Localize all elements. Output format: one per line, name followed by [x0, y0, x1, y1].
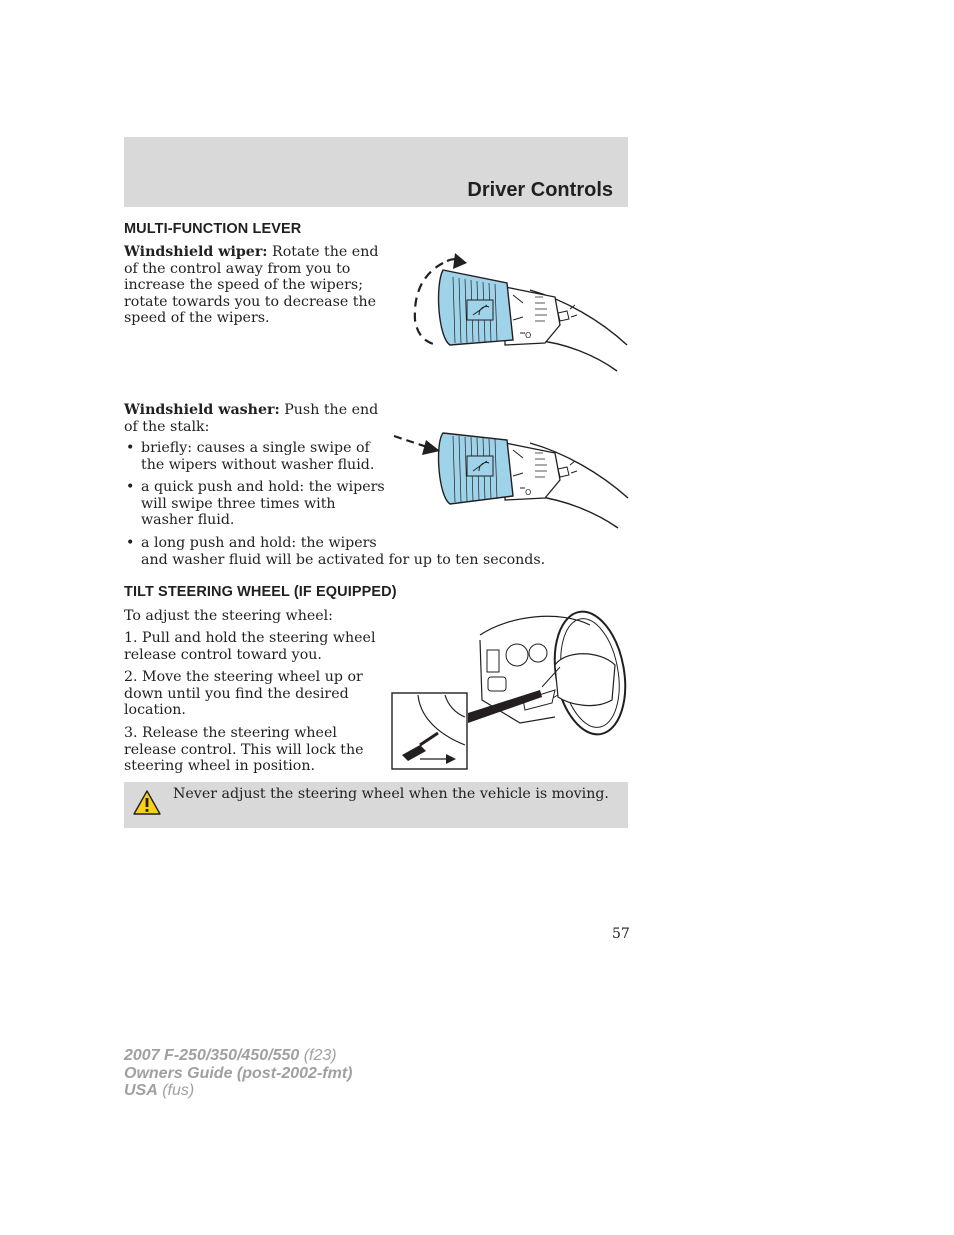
heading-tilt-steering-wheel: TILT STEERING WHEEL (IF EQUIPPED)	[124, 584, 397, 600]
wiper-stalk-push-illustration	[390, 428, 635, 533]
footer-line-1: 2007 F-250/350/450/550 (f23)	[124, 1047, 337, 1064]
section-header-bar	[124, 137, 628, 207]
paragraph-windshield-wiper: Windshield wiper: Rotate the end of the control away from you to increase the speed of the wipers; rotate towards you to decrease the speed of the wipers.	[124, 244, 379, 326]
label-windshield-wiper: Windshield wiper:	[124, 244, 268, 260]
warning-box	[124, 782, 628, 828]
label-windshield-washer: Windshield washer:	[124, 402, 280, 418]
svg-text:O: O	[525, 488, 532, 497]
section-title: Driver Controls	[467, 179, 613, 201]
tilt-step-1: 1. Pull and hold the steering wheel release control toward you.	[124, 630, 376, 663]
warning-triangle-icon	[133, 790, 161, 816]
tilt-intro-text: To adjust the steering wheel:	[124, 608, 333, 624]
wiper-stalk-rotate-illustration	[395, 245, 635, 375]
footer-line-3: USA (fus)	[124, 1082, 195, 1099]
bullet-item-brief: • briefly: causes a single swipe of the wipers without washer fluid.	[126, 440, 375, 473]
bullet-item-long-push: • a long push and hold: the wipers and washer fluid will be activated for up to ten seconds.	[126, 535, 546, 568]
svg-text:O: O	[525, 331, 532, 340]
paragraph-windshield-washer: Windshield washer: Push the end of the stalk:	[124, 402, 379, 435]
heading-multi-function-lever: MULTI-FUNCTION LEVER	[124, 221, 302, 237]
tilt-steering-wheel-illustration	[390, 605, 635, 775]
document-footer	[124, 1047, 352, 1100]
bullet-item-quick-push: • a quick push and hold: the wipers will swipe three times with washer fluid.	[126, 479, 385, 528]
page-number: 57	[612, 926, 630, 942]
footer-line-2: Owners Guide (post-2002-fmt)	[124, 1064, 353, 1082]
warning-text: Never adjust the steering wheel when the vehicle is moving.	[173, 786, 609, 802]
tilt-step-2: 2. Move the steering wheel up or down until you find the desired location.	[124, 669, 363, 718]
tilt-step-3: 3. Release the steering wheel release control. This will lock the steering wheel in position.	[124, 725, 364, 774]
